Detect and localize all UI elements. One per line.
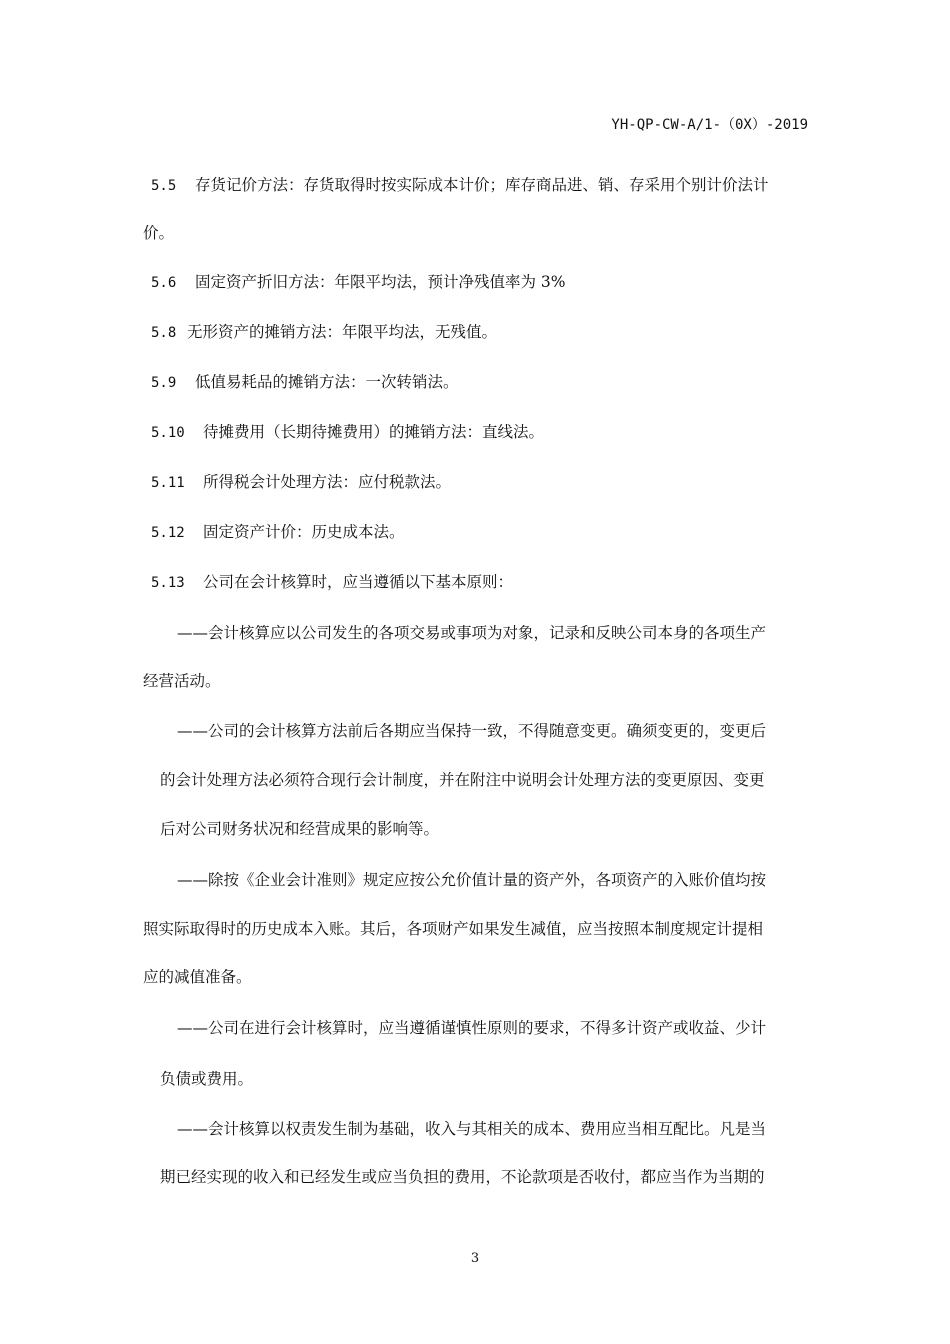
clause-text: 存货记价方法：存货取得时按实际成本计价；库存商品进、销、存采用个别计价法计 xyxy=(195,176,769,194)
principle-1-line-2: 经营活动。 xyxy=(143,672,221,690)
clause-text: 无形资产的摊销方法：年限平均法，无残值。 xyxy=(187,323,498,341)
principle-4-line-2: 负债或费用。 xyxy=(160,1070,254,1088)
clause-text: 固定资产计价：历史成本法。 xyxy=(203,523,405,541)
principle-2-line-2: 的会计处理方法必须符合现行会计制度，并在附注中说明会计处理方法的变更原因、变更 xyxy=(160,771,765,789)
clause-text: 所得税会计处理方法：应付税款法。 xyxy=(203,473,452,491)
clause-number: 5.12 xyxy=(151,525,185,541)
clause-number: 5.13 xyxy=(151,575,185,591)
page-number: 3 xyxy=(470,1251,480,1266)
clause-number: 5.11 xyxy=(151,475,185,491)
principle-2-line-3: 后对公司财务状况和经营成果的影响等。 xyxy=(160,820,440,838)
clause-5-9 xyxy=(151,371,459,394)
clause-5-11 xyxy=(151,471,451,494)
principle-3-line-1: ——除按《企业会计准则》规定应按公允价值计量的资产外，各项资产的入账价值均按 xyxy=(177,871,767,889)
clause-5-5 xyxy=(151,174,769,197)
clause-text: 低值易耗品的摊销方法：一次转销法。 xyxy=(195,373,459,391)
clause-number: 5.10 xyxy=(151,425,185,441)
clause-number: 5.8 xyxy=(151,325,177,341)
clause-text: 固定资产折旧方法：年限平均法，预计净残值率为 3% xyxy=(195,273,566,291)
principle-1-line-1: ——会计核算应以公司发生的各项交易或事项为对象，记录和反映公司本身的各项生产 xyxy=(177,624,767,642)
clause-5-13 xyxy=(151,571,513,594)
principle-4-line-1: ——公司在进行会计核算时，应当遵循谨慎性原则的要求，不得多计资产或收益、少计 xyxy=(177,1019,767,1037)
clause-5-8 xyxy=(151,321,497,344)
clause-text: 公司在会计核算时，应当遵循以下基本原则： xyxy=(203,573,514,591)
clause-number: 5.5 xyxy=(151,178,177,194)
principle-3-line-2: 照实际取得时的历史成本入账。其后，各项财产如果发生减值，应当按照本制度规定计提相 xyxy=(143,920,764,938)
principle-3-line-3: 应的减值准备。 xyxy=(143,968,252,986)
principle-5-line-2: 期已经实现的收入和已经发生或应当负担的费用，不论款项是否收付，都应当作为当期的 xyxy=(160,1168,765,1186)
clause-5-10 xyxy=(151,421,544,444)
clause-5-5-continuation: 价。 xyxy=(143,224,175,242)
document-code: YH-QP-CW-A/1-（0X）-2019 xyxy=(611,117,808,133)
clause-5-6 xyxy=(151,271,566,294)
clause-number: 5.9 xyxy=(151,375,177,391)
principle-5-line-1: ——会计核算以权责发生制为基础，收入与其相关的成本、费用应当相互配比。凡是当 xyxy=(177,1120,767,1138)
clause-number: 5.6 xyxy=(151,275,177,291)
clause-5-12 xyxy=(151,521,405,544)
clause-text: 待摊费用（长期待摊费用）的摊销方法：直线法。 xyxy=(203,423,545,441)
principle-2-line-1: ——公司的会计核算方法前后各期应当保持一致，不得随意变更。确须变更的，变更后 xyxy=(177,722,767,740)
